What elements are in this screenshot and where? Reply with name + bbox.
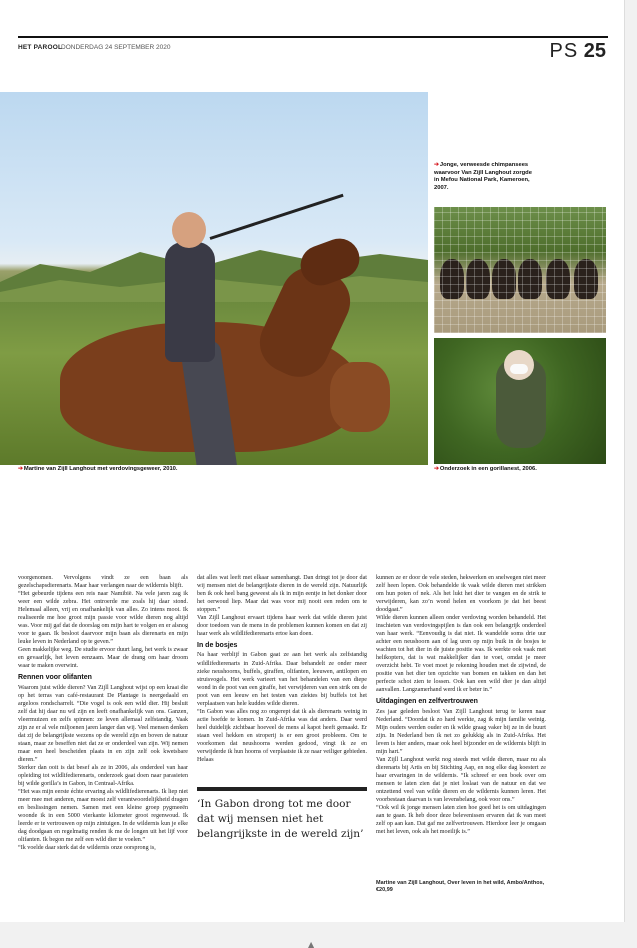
paragraph: dat alles wat leeft met elkaar samenhangt. Dan dringt tot je door dat wij mensen niet de belangrijkste dieren in de wereld zijn. Natuurlijk ben ik ook heel bang geweest als ik in mijn eentje in het donker door het oerwoud liep. Maar dat was voor mij nooit een reden om te stoppen.” [197, 575, 367, 614]
paragraph: Wilde dieren kunnen alleen onder verdoving worden behandeld. Het inschieten van verdovingspijlen is dan ook een belangrijk onderdeel van haar werk. “Eenvoudig is dat niet. Ik wandelde soms drie uur achter een neushoorn aan of lag uren op mijn buik in de bosjes te wachten tot het dier in de juiste positie was. Ik werkte ook vaak met helikopters, dat is wat makkelijker dan te voet, omdat je meer overzicht hebt. Te voet moet je rekening houden met de zijwind, de positie van het dier ten opzichte van bomen en takken en dan het perfecte schot zien te lossen. Ook kan een wild dier je dan altijd aanvallen. Langzamerhand werd ik er beter in.” [376, 615, 546, 694]
main-photo-horse-rider [0, 92, 428, 465]
caption-arrow-icon: ➔ [18, 466, 23, 472]
caption-arrow-icon: ➔ [434, 466, 439, 472]
paragraph: voorgenomen. Vervolgens vindt ze een baan als gezelschapsdierenarts. Maar haar verlangen naar de wildernis blijft. [18, 575, 188, 590]
subheading: In de bosjes [197, 642, 238, 650]
viewer-bottom-bar [0, 922, 637, 948]
page-number: 25 [583, 40, 606, 62]
article-column-1 [18, 574, 188, 852]
chimpanzee-photo [434, 207, 606, 333]
paragraph: “In Gabon was alles nog zo ongerept dat ik als dierenarts weinig in actie hoefde te komen. In Zuid-Afrika was dat anders. Daar werd heel duidelijk zichtbaar hoeveel de mens al kapot heeft gemaakt. Er staan veel hekken en stroperij is er een groot probleem. Om te voorkomen dat neushoorns werden gedood, vingt ik ze en verwijderde ik hun hoorns of verplaatste ik ze naar veiliger gebieden. Helaas [197, 708, 367, 763]
chimp-photo-caption: ➔Jonge, verweesde chimpansees waarvoor Van Zijll Langhout zorgde in Mefou National Park, Kameroen, 2007. [434, 162, 532, 191]
pull-quote: ‘In Gabon drong tot me door dat wij mensen niet het belangrijkste in de wereld zijn’ [197, 787, 367, 841]
paragraph: Geen makkelijke weg. De studie ervoor duurt lang, het werk is zwaar en gevaarlijk, het leven eenzaam. Maar de drang om haar droom waar te maken overwint. [18, 647, 188, 670]
paragraph: Sterker dan ooit is dat besef als ze in 2006, als onderdeel van haar opleiding tot wildlifedierenarts, onderzoek gaat doen naar parasieten bij wilde gorilla’s in Gabon, in Centraal-Afrika. [18, 764, 188, 787]
caption-arrow-icon: ➔ [434, 162, 439, 168]
paragraph: Waarom juist wilde dieren? Van Zijll Langhout wijst op een kraai die op het terras van café-restaurant De Plantage is neergedaald en argeloos rondscharrelt. “Die vogel is ook een wild dier. Hij besluit zelf dat hij daar nu wil zijn en leeft onafhankelijk van ons. Ganzen, vleermuizen en zelfs spinnen: ze leven allemaal zelfstandig. Vaak zijn ze er al vele miljoenen jaren langer dan wij. Veel mensen denken dat zij de belangrijkste wezens op de wereld zijn en boven de natuur staan, maar ze beseffen niet dat ze er onderdeel van zijn. Wij nemen maar een heel bescheiden plaats in en zijn zelf ook kwetsbare dieren.” [18, 684, 188, 763]
main-photo-caption: ➔Martine van Zijll Langhout met verdovingsgeweer, 2010. [18, 466, 178, 472]
article-column-2 [197, 574, 367, 764]
subheading: Rennen voor olifanten [18, 674, 92, 682]
face-mask-shape [510, 364, 528, 374]
gorilla-nest-photo [434, 338, 606, 464]
rider-body-shape [165, 242, 215, 362]
page-header [18, 36, 608, 66]
paragraph: “Het gebeurde tijdens een reis naar Namibië. Na vele jaren zag ik weer een wilde zebra. Het ontroerde me zoals hij daar stond. Helemaal alleen, vrij en onafhankelijk van alles. Zo intens mooi. Ik realiseerde me hoe groot mijn passie voor wilde dieren nog altijd was. Voor mij gaf dat de doorslag om mijn hart te volgen en er alsnog voor te gaan. Ik besloot daarvoor mijn baan als dierenarts en mijn leuke leven in Nederland op te geven.” [18, 591, 188, 646]
section-name: PS [549, 40, 579, 62]
second-horse-shape [330, 362, 390, 432]
newspaper-brand: HET PAROOL [18, 44, 63, 51]
paragraph: Na haar verblijf in Gabon gaat ze aan het werk als zelfstandig wildlifedierenarts in Zuid-Afrika. Daar behandelt ze onder meer zieke neushoorns, buffels, giraffen, olifanten, leeuwen, antilopen en struisvogels. Het werk varieert van het behandelen van een diepe wond in de poot van een giraffe, het verwijderen van een strik om de poot van een leeuw en het testen van ziektes bij buffels tot het verplaatsen van hele kuddes wilde dieren. [197, 652, 367, 707]
paragraph: Van Zijll Langhout ervaart tijdens haar werk dat wilde dieren juist door toedoen van de mens in de problemen kunnen komen en dat zij haar werk als wildlifedierenarts ertoe kan doen. [197, 615, 367, 638]
subheading: Uitdagingen en zelfvertrouwen [376, 698, 478, 706]
paragraph: Van Zijll Langhout werkt nog steeds met wilde dieren, maar nu als dierenarts bij Artis en bij Stichting Aap, en nog elke dag koestert ze haar ervaringen in de wildernis. “Ik schreef er een boek over om mensen te laten zien dat je niet loslaat van de natuur en dat we ontzettend veel van wilde dieren en de wildernis kunnen leren. Het voorbestaan daarvan is van levensbelang, ook voor ons.” [376, 756, 546, 804]
gorilla-photo-caption: ➔Onderzoek in een gorillanest, 2006. [434, 466, 537, 472]
paragraph: “Het was mijn eerste échte ervaring als wildlifedierenarts. Ik liep niet meer mee met anderen, maar moest zelf verantwoordelijkheid dragen en beslissingen nemen. Samen met een kleine groep pygmeeën woonde ik in een 5000 vierkante kilometer groot regenwoud. Ik leerde er te vertrouwen op mijn zintuigen. In de wildernis kun je elke dag doodgaan en regelmatig renden ik me de longen uit het lijf voor olifanten. Ik begon me zelf een wild dier te voelen.” [18, 789, 188, 844]
book-credit: Martine van Zijll Langhout, Over leven in het wild, Ambo/Anthos, €20,99 [376, 880, 545, 894]
section-label [550, 40, 607, 63]
issue-date: DONDERDAG 24 SEPTEMBER 2020 [61, 44, 171, 51]
rider-head-shape [172, 212, 206, 248]
paragraph: Zes jaar geleden besloot Van Zijll Langhout terug te keren naar Nederland. “Doordat ik zo hard werkte, zag ik mijn familie weinig. Mijn ouders werden ouder en ik wilde graag vaker bij ze in de buurt zijn. In Nederland ben ik net zo gelukkig als in Zuid-Afrika. Het leven is hier anders, maar ook heel bijzonder en de wildernis blijft in mijn hart.” [376, 708, 546, 755]
scroll-up-icon[interactable]: ▲ [308, 940, 315, 948]
dart-rifle-shape [210, 194, 344, 240]
paragraph: “Ook wil ik jonge mensen laten zien hoe goed het is om uitdagingen aan te gaan. Ik heb door deze belevenissen ervaren dat ik van meet zelf op aan kan. Dat gaf me zelfvertrouwen. Hierdoor leer je omgaan met het leven, ook als het moeilijk is.” [376, 805, 546, 836]
paragraph: “Ik voelde daar sterk dat de wildernis onze oorsprong is, [18, 845, 156, 852]
paragraph: kunnen ze er door de vele steden, hekwerken en snelwegen niet meer zelf heen lopen. Ook behandelde ik vaak wilde dieren met strikken om hun poten of nek. Als het lukt het dier te vangen en de strik te verwijderen, kan zo’n wond helen en voorkom je dat het beest doodgaat.” [376, 575, 546, 614]
article-column-3 [376, 574, 546, 836]
fence-overlay [434, 207, 606, 333]
